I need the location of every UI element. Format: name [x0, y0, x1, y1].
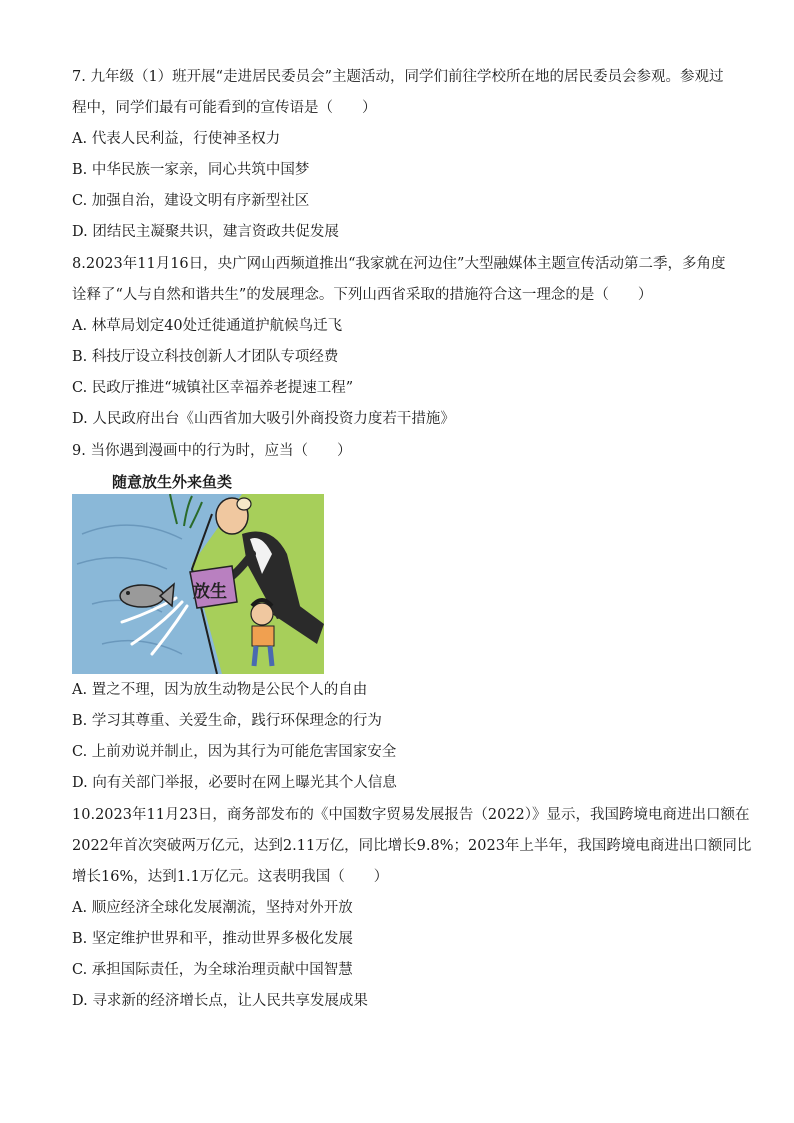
q10-option-c: C. 承担国际责任，为全球治理贡献中国智慧 [72, 962, 353, 978]
q8-stem-line-1: 8.2023年11月16日，央广网山西频道推出“我家就在河边住”大型融媒体主题宣传活动第二季，多角度 [72, 256, 726, 272]
q9-option-a: A. 置之不理，因为放生动物是公民个人的自由 [72, 682, 368, 698]
q10-stem-line-1: 10.2023年11月23日，商务部发布的《中国数字贸易发展报告（2022）》显示，我国跨境电商进出口额在 [72, 807, 750, 823]
q7-stem-line-2: 程中，同学们最有可能看到的宣传语是（ ） [72, 100, 377, 116]
q10-stem-line-2: 2022年首次突破两万亿元，达到2.11万亿，同比增长9.8%；2023年上半年，我国跨境电商进出口额同比 [72, 838, 752, 854]
q9-option-c: C. 上前劝说并制止，因为其行为可能危害国家安全 [72, 744, 397, 760]
q9-stem-line-1: 9. 当你遇到漫画中的行为时，应当（ ） [72, 443, 352, 459]
q8-option-c: C. 民政厅推进“城镇社区幸福养老提速工程” [72, 380, 354, 396]
cartoon-title: 随意放生外来鱼类 [112, 473, 233, 491]
q8-stem-line-2: 诠释了“人与自然和谐共生”的发展理念。下列山西省采取的措施符合这一理念的是（ ） [72, 287, 653, 303]
q9-option-d: D. 向有关部门举报，必要时在网上曝光其个人信息 [72, 775, 397, 791]
q7-stem-line-1: 7. 九年级（1）班开展“走进居民委员会”主题活动，同学们前往学校所在地的居民委员会参观。参观过 [72, 69, 724, 85]
q7-option-d: D. 团结民主凝聚共识，建言资政共促发展 [72, 224, 339, 240]
q10-stem-line-3: 增长16%，达到1.1万亿元。这表明我国（ ） [72, 869, 389, 885]
q8-option-b: B. 科技厅设立科技创新人才团队专项经费 [72, 349, 339, 365]
q7-option-b: B. 中华民族一家亲，同心共筑中国梦 [72, 162, 310, 178]
q10-option-b: B. 坚定维护世界和平，推动世界多极化发展 [72, 931, 353, 947]
q7-option-c: C. 加强自治，建设文明有序新型社区 [72, 193, 310, 209]
q9-option-b: B. 学习其尊重、关爱生命，践行环保理念的行为 [72, 713, 382, 729]
q10-option-d: D. 寻求新的经济增长点，让人民共享发展成果 [72, 993, 368, 1009]
q7-option-a: A. 代表人民利益，行使神圣权力 [72, 131, 281, 147]
q10-option-a: A. 顺应经济全球化发展潮流，坚持对外开放 [72, 900, 353, 916]
q8-option-a: A. 林草局划定40处迁徙通道护航候鸟迁飞 [72, 318, 343, 334]
bucket-label: 放生 [193, 582, 227, 602]
q8-option-d: D. 人民政府出台《山西省加大吸引外商投资力度若干措施》 [72, 411, 455, 427]
